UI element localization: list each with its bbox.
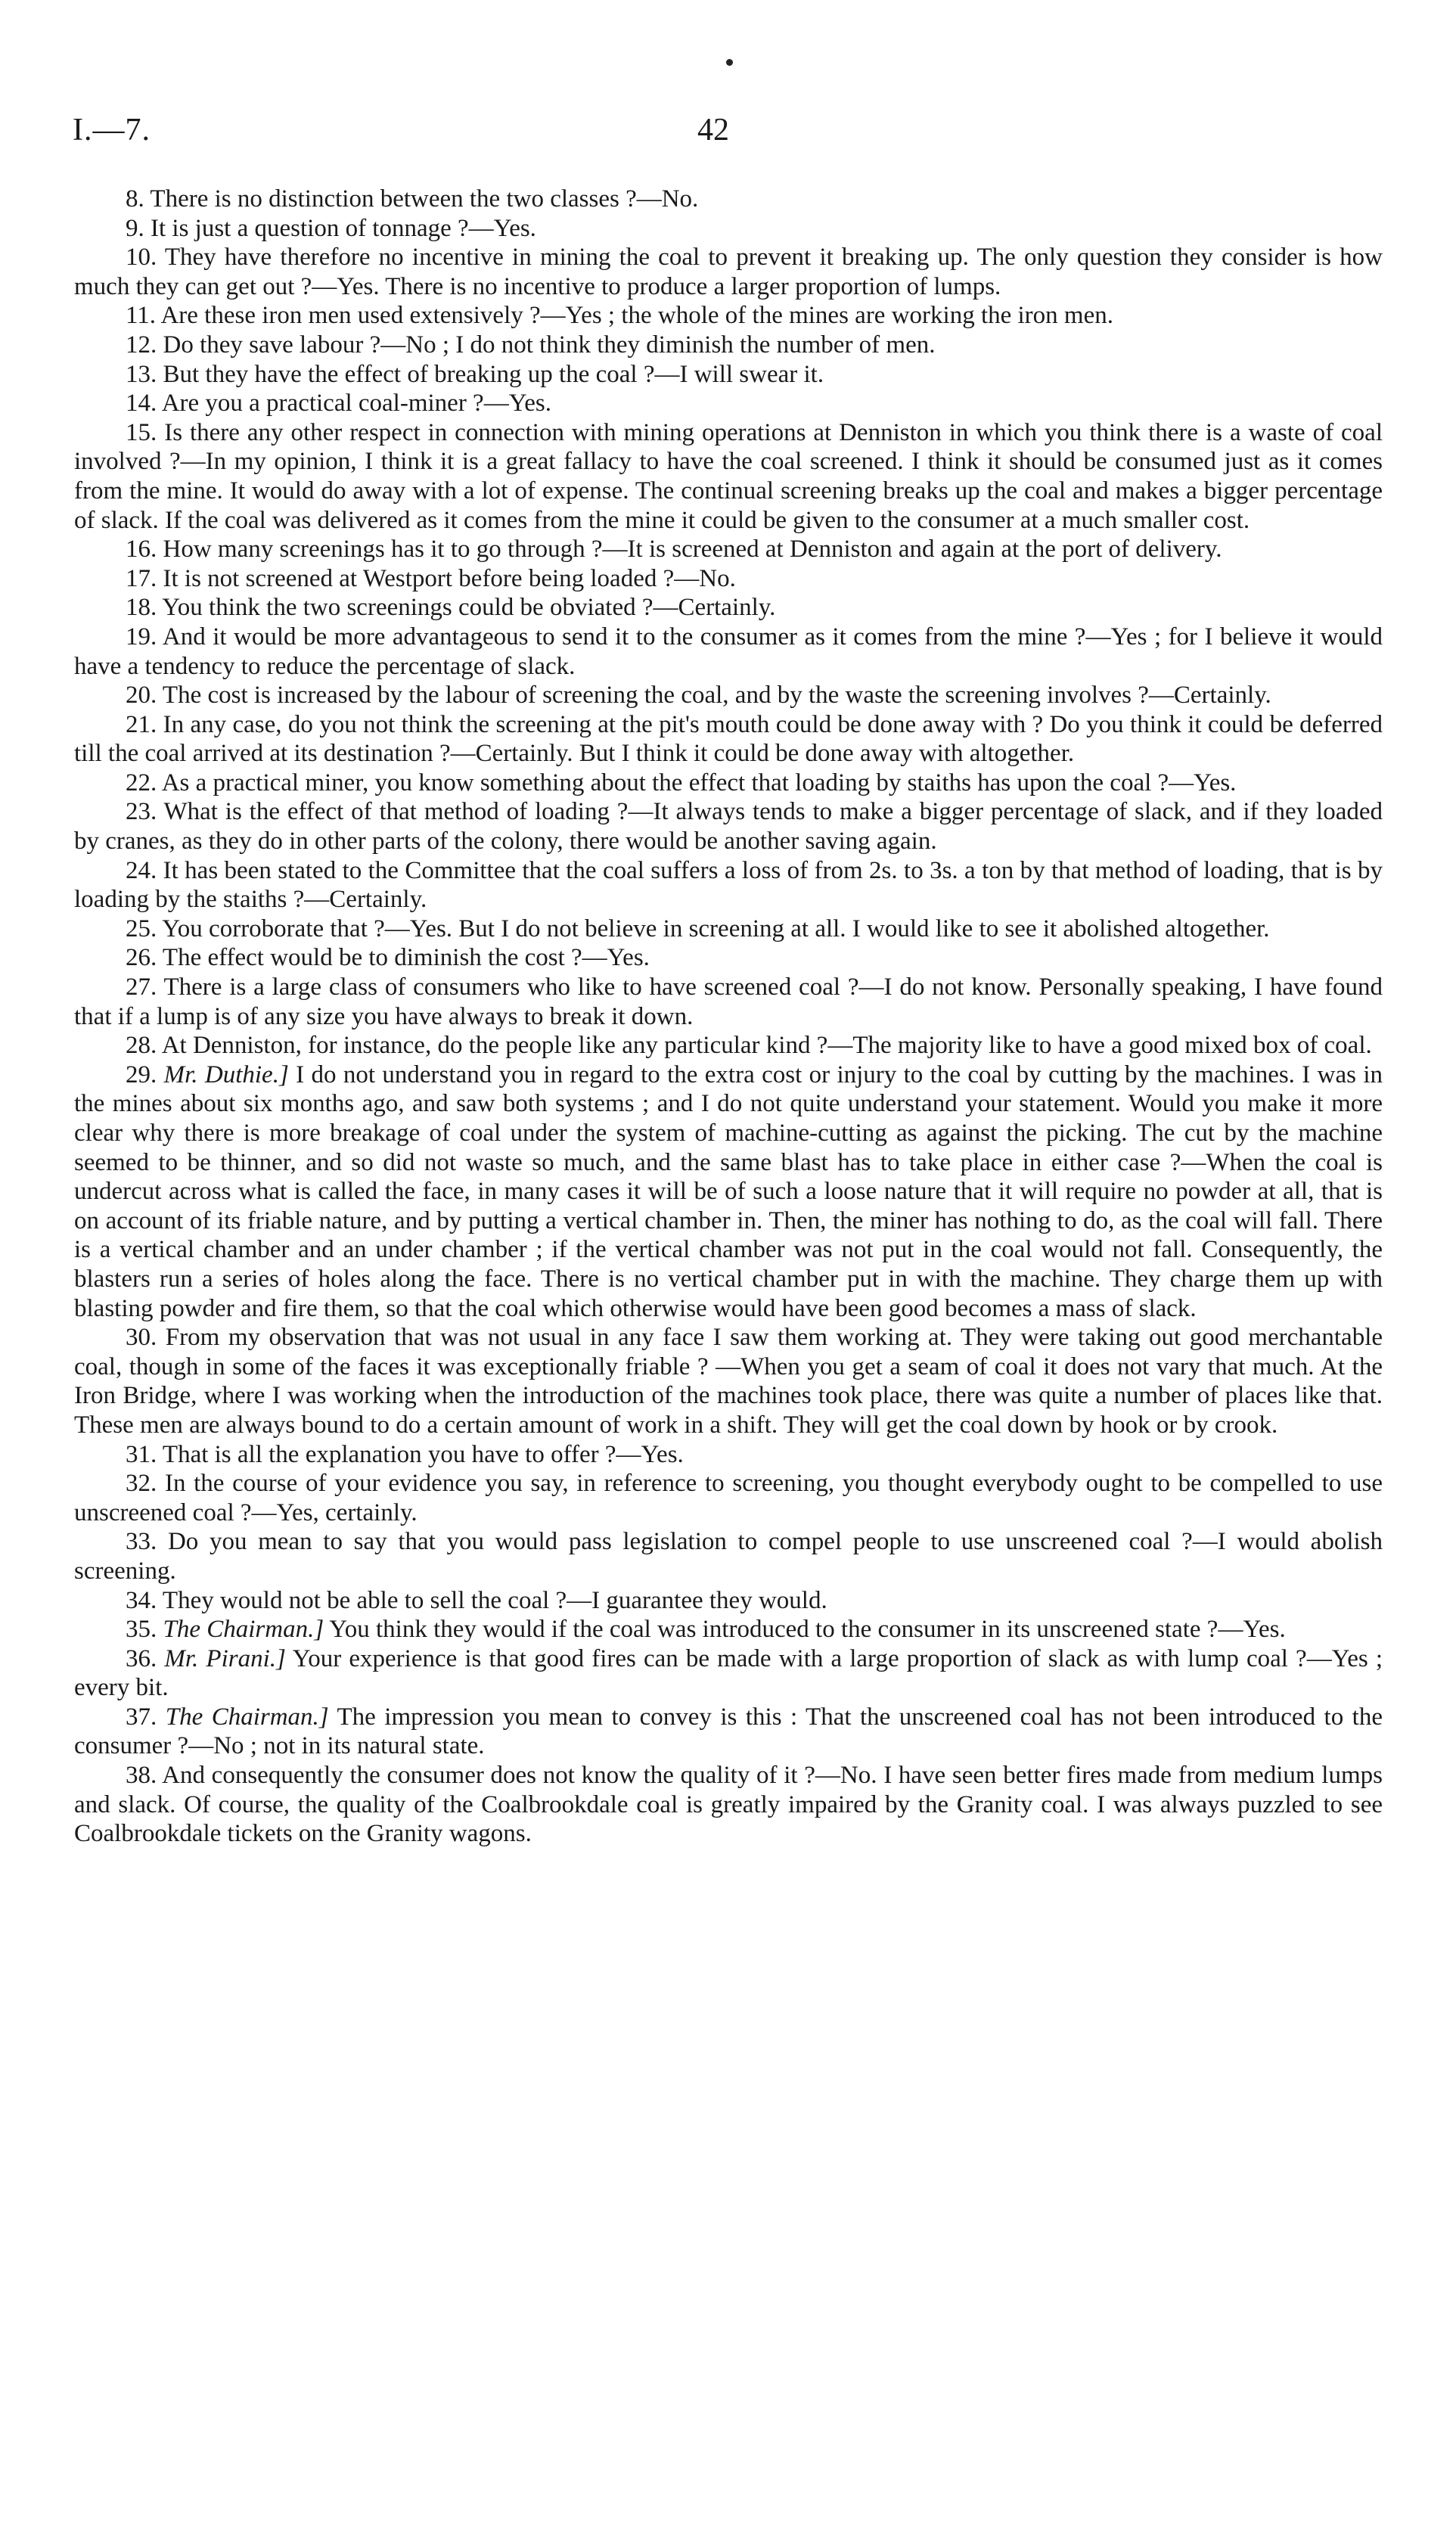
question-paragraph bbox=[74, 1469, 1383, 1527]
question-number: 28. bbox=[126, 1032, 157, 1060]
question-text: The effect would be to diminish the cost ?—Yes. bbox=[162, 944, 650, 972]
page-number: 42 bbox=[697, 113, 729, 148]
question-text: From my observation that was not usual in any face I saw them working at. They were taking out good merchantable coal, though in some of the faces it was exceptionally friable ? —When you get a seam of coal it does not vary that much. At the Iron Bridge, where I was working when the introduction of the machines took place, there was quite a number of places like that. These men are always bound to do a certain amount of work in a shift. They will get the coal down by hook or by crook. bbox=[74, 1324, 1383, 1439]
question-number: 31. bbox=[126, 1440, 157, 1468]
question-number: 25. bbox=[126, 914, 157, 942]
question-text: It has been stated to the Committee that the coal suffers a loss of from 2s. to 3s. a ton by that method of loading, that is by loading by the staiths ?—Certainly. bbox=[74, 856, 1383, 914]
question-number: 18. bbox=[126, 594, 157, 622]
question-text: And it would be more advantageous to send it to the consumer as it comes from the mine ?—Yes ; for I believe it would have a tendency to reduce the percentage of slack. bbox=[74, 623, 1383, 680]
question-number: 22. bbox=[126, 769, 157, 796]
question-number: 14. bbox=[126, 390, 157, 418]
question-paragraph bbox=[74, 1527, 1383, 1585]
question-number: 16. bbox=[126, 536, 157, 564]
question-paragraph bbox=[74, 360, 1383, 390]
question-text: At Denniston, for instance, do the people like any particular kind ?—The majority like to have a good mixed box of coal. bbox=[161, 1032, 1372, 1060]
question-number: 23. bbox=[126, 798, 157, 826]
question-text: They have therefore no incentive in mining the coal to prevent it breaking up. The only question they consider is how much they can get out ?—Yes. There is no incentive to produce a larger proportion of lumps. bbox=[74, 244, 1383, 300]
question-text: Do you mean to say that you would pass legislation to compel people to use unscreened coal ?—I would abolish screening. bbox=[74, 1528, 1383, 1585]
question-text: Are you a practical coal-miner ?—Yes. bbox=[161, 390, 551, 418]
question-paragraph bbox=[74, 1060, 1383, 1323]
question-number: 10. bbox=[126, 244, 157, 272]
question-number: 21. bbox=[126, 710, 157, 738]
question-text: There is no distinction between the two classes ?—No. bbox=[150, 185, 699, 213]
question-text: They would not be able to sell the coal ?—I guarantee they would. bbox=[162, 1586, 827, 1614]
question-paragraph bbox=[74, 1586, 1383, 1616]
question-paragraph bbox=[74, 856, 1383, 914]
question-text: That is all the explanation you have to offer ?—Yes. bbox=[162, 1440, 684, 1468]
question-paragraph bbox=[74, 1703, 1383, 1761]
question-number: 30. bbox=[126, 1324, 157, 1352]
question-text: As a practical miner, you know something about the effect that loading by staiths has upon the coal ?—Yes. bbox=[161, 769, 1237, 796]
question-paragraph bbox=[74, 1761, 1383, 1849]
question-number: 12. bbox=[126, 331, 157, 359]
question-text: The cost is increased by the labour of screening the coal, and by the waste the screening involves ?—Certainly. bbox=[162, 682, 1271, 710]
question-text: Is there any other respect in connection with mining operations at Denniston in which you think there is a waste of coal involved ?—In my opinion, I think it is a great fallacy to have the coal screened. I think it should be consumed just as it comes from the mine. It would do away with a lot of expense. The continual screening breaks up the coal and makes a bigger percentage of slack. If the coal was delivered as it comes from the mine it could be given to the consumer at a much smaller cost. bbox=[74, 418, 1383, 534]
question-paragraph bbox=[74, 681, 1383, 710]
question-text: You think the two screenings could be obviated ?—Certainly. bbox=[162, 594, 776, 622]
question-text: I do not understand you in regard to the extra cost or injury to the coal by cutting by the machines. I was in the mines about six months ago, and saw both systems ; and I do not quite understand your statement. Would you make it more clear why there is more breakage of coal under the system of machine-cutting as against the picking. The cut by the machine seemed to be thinner, and so did not waste so much, and the same blast has to take place in either case ?—When the coal is undercut across what is called the face, in many cases it will be of such a loose nature that it will require no powder at all, that is on account of its friable nature, and by putting a vertical chamber in. Then, the miner has nothing to do, as the coal will fall. There is a vertical chamber and an under chamber ; if the vertical chamber was not put in the coal would not fall. Consequently, the blasters run a series of holes along the face. There is no vertical chamber put in with the machine. They charge them up with blasting powder and fire them, so that the coal which otherwise would have been good becomes a mass of slack. bbox=[74, 1060, 1383, 1322]
question-text: How many screenings has it to go through ?—It is screened at Denniston and again at the port of delivery. bbox=[163, 536, 1222, 564]
question-paragraph bbox=[74, 1440, 1383, 1470]
question-number: 20. bbox=[126, 682, 157, 710]
question-paragraph bbox=[74, 797, 1383, 856]
question-paragraph bbox=[74, 564, 1383, 594]
speaker-name: The Chairman.] bbox=[163, 1616, 324, 1644]
question-text: Do they save labour ?—No ; I do not think they diminish the number of men. bbox=[163, 331, 936, 359]
question-paragraph bbox=[74, 769, 1383, 798]
question-text: But they have the effect of breaking up the coal ?—I will swear it. bbox=[163, 360, 824, 388]
page-mark bbox=[726, 59, 733, 66]
question-text: The impression you mean to convey is this : That the unscreened coal has not been introduced to the consumer ?—No ; not in its natural state. bbox=[74, 1703, 1383, 1760]
question-number: 34. bbox=[126, 1586, 157, 1614]
question-paragraph bbox=[74, 301, 1383, 331]
question-number: 35. bbox=[126, 1616, 157, 1644]
question-number: 11. bbox=[126, 302, 157, 330]
question-paragraph bbox=[74, 914, 1383, 944]
question-text: What is the effect of that method of loading ?—It always tends to make a bigger percentage of slack, and if they loaded by cranes, as they do in other parts of the colony, there would be another saving again. bbox=[74, 798, 1383, 856]
question-text: You think they would if the coal was introduced to the consumer in its unscreened state ?—Yes. bbox=[329, 1616, 1286, 1644]
speaker-name: Mr. Pirani.] bbox=[164, 1644, 286, 1672]
question-number: 32. bbox=[126, 1470, 157, 1498]
question-number: 37. bbox=[126, 1703, 157, 1731]
question-number: 38. bbox=[126, 1762, 157, 1790]
question-paragraph bbox=[74, 331, 1383, 360]
question-number: 19. bbox=[126, 623, 157, 651]
question-text: There is a large class of consumers who like to have screened coal ?—I do not know. Personally speaking, I have found that if a lump is of any size you have always to break it down. bbox=[74, 974, 1383, 1030]
question-paragraph bbox=[74, 418, 1383, 535]
question-text: And consequently the consumer does not know the quality of it ?—No. I have seen better fires made from medium lumps and slack. Of course, the quality of the Coalbrookdale coal is greatly impaired by the Granity coal. I was always puzzled to see Coalbrookdale tickets on the Granity wagons. bbox=[74, 1762, 1383, 1848]
question-paragraph bbox=[74, 535, 1383, 564]
question-text: It is just a question of tonnage ?—Yes. bbox=[151, 214, 536, 242]
question-paragraph bbox=[74, 1644, 1383, 1703]
document-reference: I.—7. bbox=[73, 113, 151, 148]
question-paragraph bbox=[74, 1615, 1383, 1644]
question-number: 33. bbox=[126, 1528, 157, 1556]
speaker-name: The Chairman.] bbox=[165, 1703, 329, 1731]
question-text: In any case, do you not think the screening at the pit's mouth could be done away with ? Do you think it could be deferred till the coal arrived at its destination ?—Certainly. But I think it could be done away with altogether. bbox=[74, 710, 1383, 768]
question-text: In the course of your evidence you say, in reference to screening, you thought everybody ought to be compelled to use unscreened coal ?—Yes, certainly. bbox=[74, 1470, 1383, 1526]
question-number: 36. bbox=[126, 1644, 157, 1672]
question-paragraph bbox=[74, 710, 1383, 769]
question-text: Your experience is that good fires can be made with a large proportion of slack as with lump coal ?—Yes ; every bit. bbox=[74, 1644, 1383, 1702]
question-number: 15. bbox=[126, 418, 157, 446]
question-number: 26. bbox=[126, 944, 157, 972]
question-number: 24. bbox=[126, 856, 157, 884]
question-text: You corroborate that ?—Yes. But I do not believe in screening at all. I would like to see it abolished altogether. bbox=[162, 914, 1270, 942]
question-text: Are these iron men used extensively ?—Yes ; the whole of the mines are working the iron men. bbox=[160, 302, 1113, 330]
question-paragraph bbox=[74, 185, 1383, 214]
question-paragraph bbox=[74, 389, 1383, 418]
question-number: 29. bbox=[126, 1060, 157, 1088]
speaker-name: Mr. Duthie.] bbox=[163, 1060, 289, 1088]
question-text: It is not screened at Westport before being loaded ?—No. bbox=[163, 564, 736, 592]
question-paragraph bbox=[74, 593, 1383, 623]
question-paragraph bbox=[74, 973, 1383, 1031]
question-paragraph bbox=[74, 214, 1383, 244]
question-number: 27. bbox=[126, 974, 157, 1001]
question-number: 13. bbox=[126, 360, 157, 388]
question-paragraph bbox=[74, 1031, 1383, 1060]
question-number: 17. bbox=[126, 564, 157, 592]
question-number: 8. bbox=[126, 185, 144, 213]
question-paragraph bbox=[74, 623, 1383, 681]
question-paragraph bbox=[74, 1323, 1383, 1439]
question-paragraph bbox=[74, 943, 1383, 973]
question-paragraph bbox=[74, 243, 1383, 301]
question-number: 9. bbox=[126, 214, 144, 242]
evidence-text bbox=[74, 185, 1383, 1849]
